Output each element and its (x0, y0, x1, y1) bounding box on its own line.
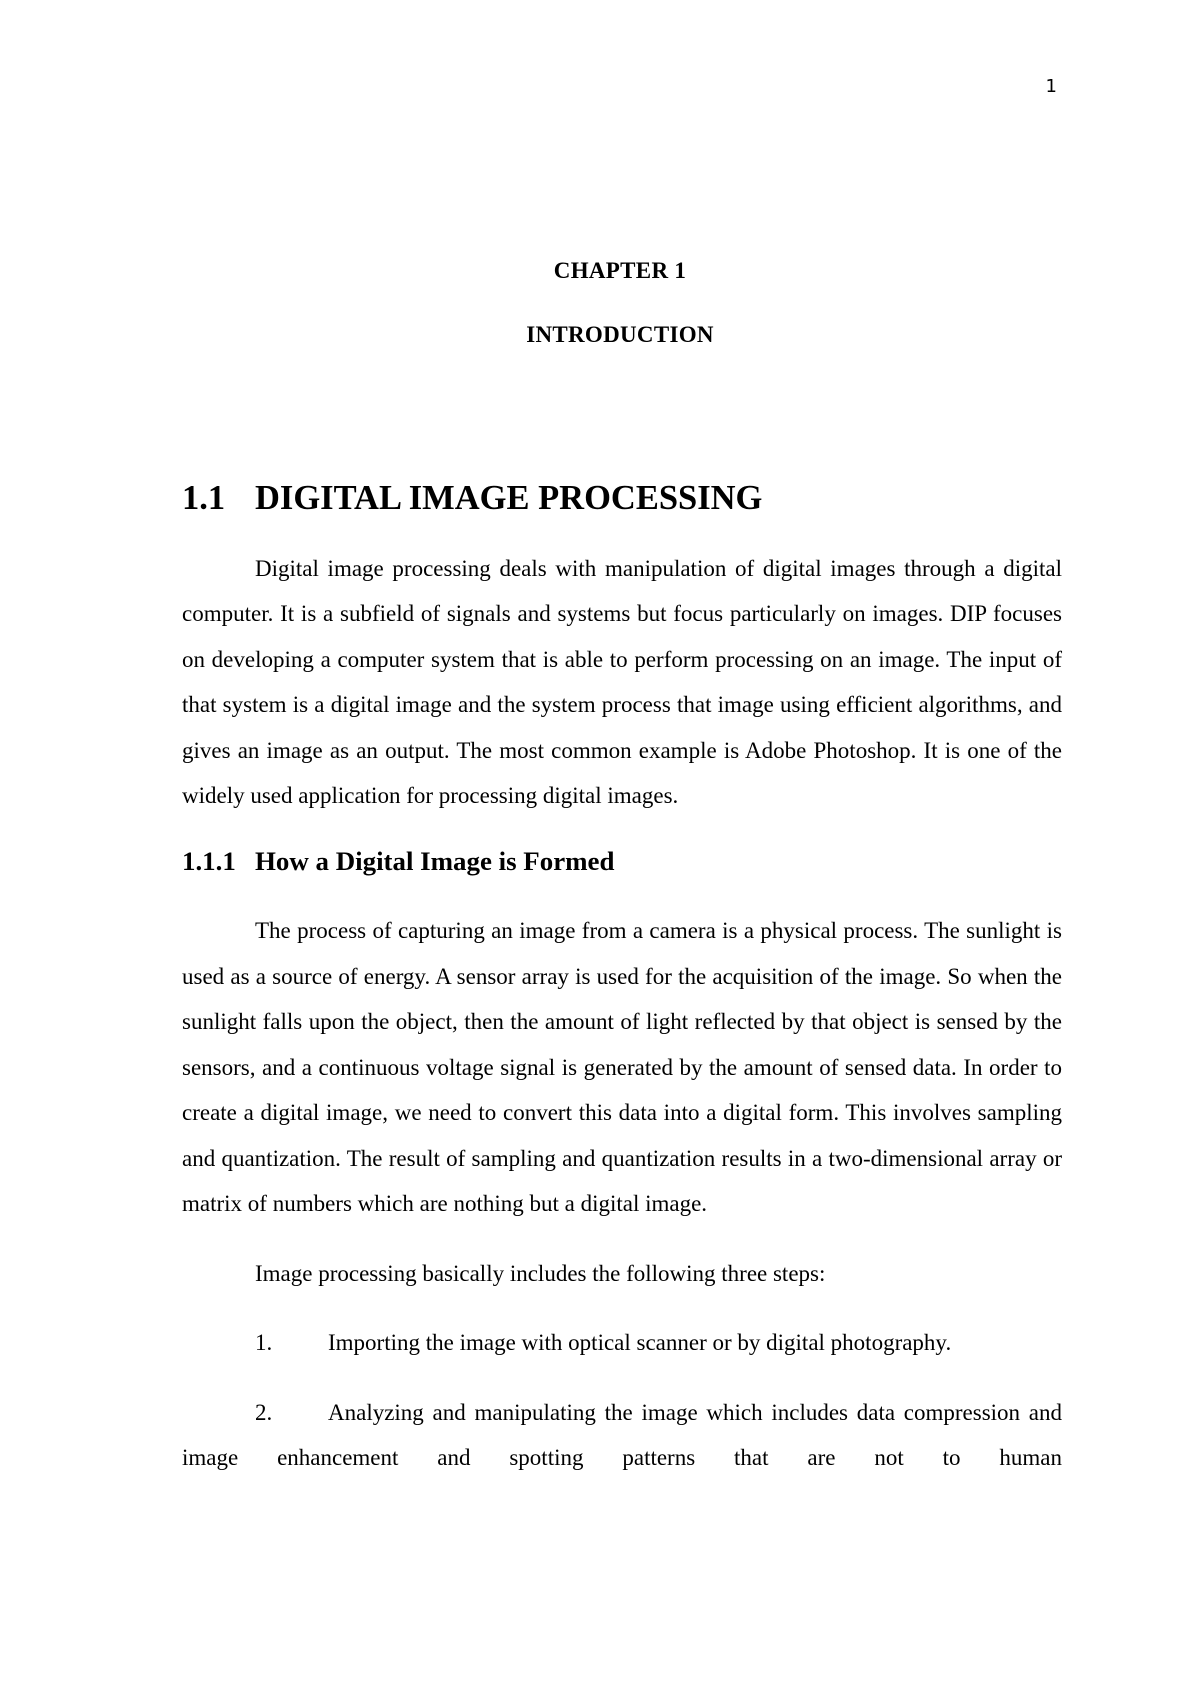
list-item-number: 2. (255, 1399, 273, 1425)
list-item-number: 1. (255, 1330, 273, 1355)
paragraph: Digital image processing deals with manipulation of digital images through a digital computer. It is a subfield of signals and systems but focus particularly on images. DIP focuses on developing a computer system that is able to perform processing on an image. The input of that system is a digital image and the system process that image using efficient algorithms, and gives an image as an output. The most common example is Adobe Photoshop. It is one of the widely used application for processing digital images. (182, 555, 1062, 808)
paragraph: The process of capturing an image from a camera is a physical process. The sunlight is used as a source of energy. A sensor array is used for the acquisition of the image. So when the sunlight falls upon the object, then the amount of light reflected by that object is sensed by the sensors, and a continuous voltage signal is generated by the amount of sensed data. In order to create a digital image, we need to convert this data into a digital form. This involves sampling and quantization. The result of sampling and quantization results in a two-dimensional array or matrix of numbers which are nothing but a digital image. (182, 918, 1062, 1216)
list-item (182, 1390, 1062, 1481)
section-number: 1.1.1 (182, 845, 236, 876)
section-number: 1.1 (182, 479, 226, 517)
chapter-title: INTRODUCTION (526, 322, 714, 347)
page-number: 1 (1045, 76, 1057, 97)
list-item (182, 1320, 1062, 1366)
paragraph: Image processing basically includes the following three steps: (255, 1260, 826, 1286)
chapter-label: CHAPTER 1 (553, 258, 687, 283)
section-heading-1-1 (182, 476, 1062, 522)
list-item-text: Importing the image with optical scanner or by digital photography. (328, 1330, 952, 1355)
body-content (182, 476, 1062, 1505)
list-item-text: Analyzing and manipulating the image which includes data compression and image enhancement and spotting patterns that are not to human (182, 1399, 1062, 1470)
section-heading-1-1-1 (182, 839, 1062, 885)
section-title: DIGITAL IMAGE PROCESSING (255, 479, 763, 517)
section-title: How a Digital Image is Formed (255, 845, 615, 876)
